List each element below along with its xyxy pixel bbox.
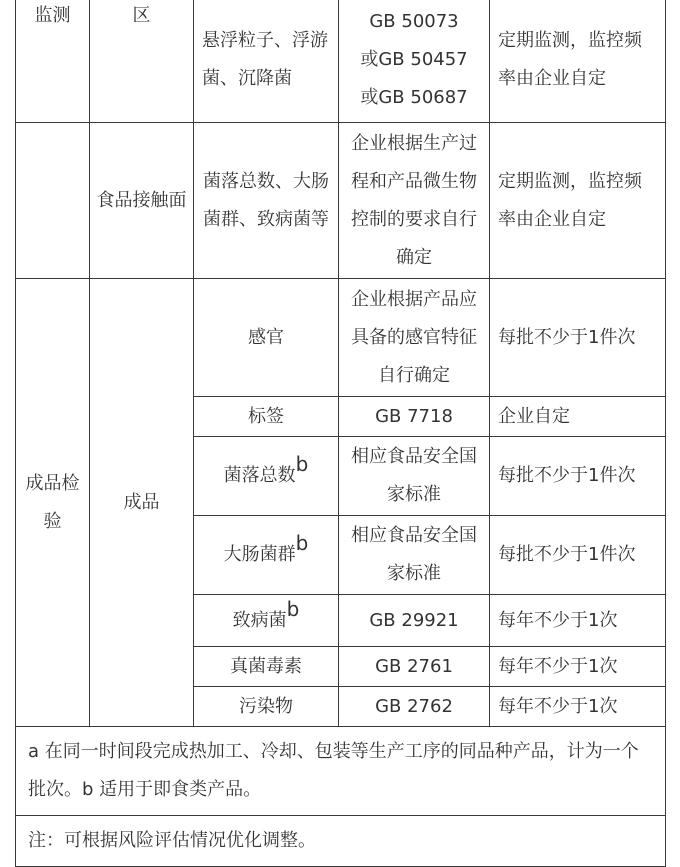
item-cell bbox=[194, 437, 339, 516]
footnote-b-marker: b bbox=[286, 596, 300, 621]
sub-cell-finished-product: 成品 bbox=[90, 279, 194, 727]
monitoring-table bbox=[15, 0, 666, 867]
sub-cell-contact-surface: 食品接触面 bbox=[90, 123, 194, 279]
table-row bbox=[16, 0, 666, 123]
item-cell: 标签 bbox=[194, 397, 339, 437]
frequency-cell: 每年不少于1次 bbox=[490, 647, 666, 687]
table-row bbox=[16, 123, 666, 279]
item-cell: 感官 bbox=[194, 279, 339, 397]
item-cell: 菌落总数、大肠菌群、致病菌等 bbox=[194, 123, 339, 279]
item-label: 大肠菌群 bbox=[223, 544, 296, 565]
note-text: 注：可根据风险评估情况优化调整。 bbox=[16, 816, 666, 867]
footnote-text: a 在同一时间段完成热加工、冷却、包装等生产工序的同品种产品，计为一个批次。b 适用于即食类产品。 bbox=[16, 727, 666, 816]
item-cell: 悬浮粒子、浮游菌、沉降菌 bbox=[194, 0, 339, 123]
group-cell-finished-product-inspection: 成品检验 bbox=[16, 279, 90, 727]
method-cell: GB 2761 bbox=[339, 647, 490, 687]
method-cell: 企业根据产品应具备的感官特征自行确定 bbox=[339, 279, 490, 397]
frequency-cell: 企业自定 bbox=[490, 397, 666, 437]
item-label: 菌落总数 bbox=[223, 465, 296, 486]
frequency-cell: 定期监测，监控频率由企业自定 bbox=[490, 123, 666, 279]
item-cell bbox=[194, 516, 339, 595]
frequency-cell: 每年不少于1次 bbox=[490, 595, 666, 647]
table-row bbox=[16, 279, 666, 397]
item-cell bbox=[194, 595, 339, 647]
note-row bbox=[16, 816, 666, 867]
group-cell-empty bbox=[16, 123, 90, 279]
frequency-cell: 每年不少于1次 bbox=[490, 687, 666, 727]
method-cell: 相应食品安全国家标准 bbox=[339, 437, 490, 516]
item-cell: 污染物 bbox=[194, 687, 339, 727]
footnote-b-marker: b bbox=[295, 531, 309, 555]
method-line: 或GB 50457 bbox=[360, 48, 468, 70]
group-cell-monitoring: 监测 bbox=[16, 0, 90, 123]
method-cell: 相应食品安全国家标准 bbox=[339, 516, 490, 595]
method-line: GB 50073 bbox=[369, 10, 459, 32]
frequency-cell: 定期监测，监控频率由企业自定 bbox=[490, 0, 666, 123]
method-cell: 企业根据生产过程和产品微生物控制的要求自行确定 bbox=[339, 123, 490, 279]
item-label: 致病菌 bbox=[232, 609, 287, 631]
footnote-row bbox=[16, 727, 666, 816]
frequency-cell: 每批不少于1件次 bbox=[490, 279, 666, 397]
method-cell bbox=[339, 0, 490, 123]
sub-cell-area: 区 bbox=[90, 0, 194, 123]
item-cell: 真菌毒素 bbox=[194, 647, 339, 687]
frequency-cell: 每批不少于1件次 bbox=[490, 516, 666, 595]
method-cell: GB 7718 bbox=[339, 397, 490, 437]
footnote-b-marker: b bbox=[295, 452, 309, 476]
method-cell: GB 2762 bbox=[339, 687, 490, 727]
method-cell: GB 29921 bbox=[339, 595, 490, 647]
frequency-cell: 每批不少于1件次 bbox=[490, 437, 666, 516]
method-line: 或GB 50687 bbox=[360, 86, 468, 108]
